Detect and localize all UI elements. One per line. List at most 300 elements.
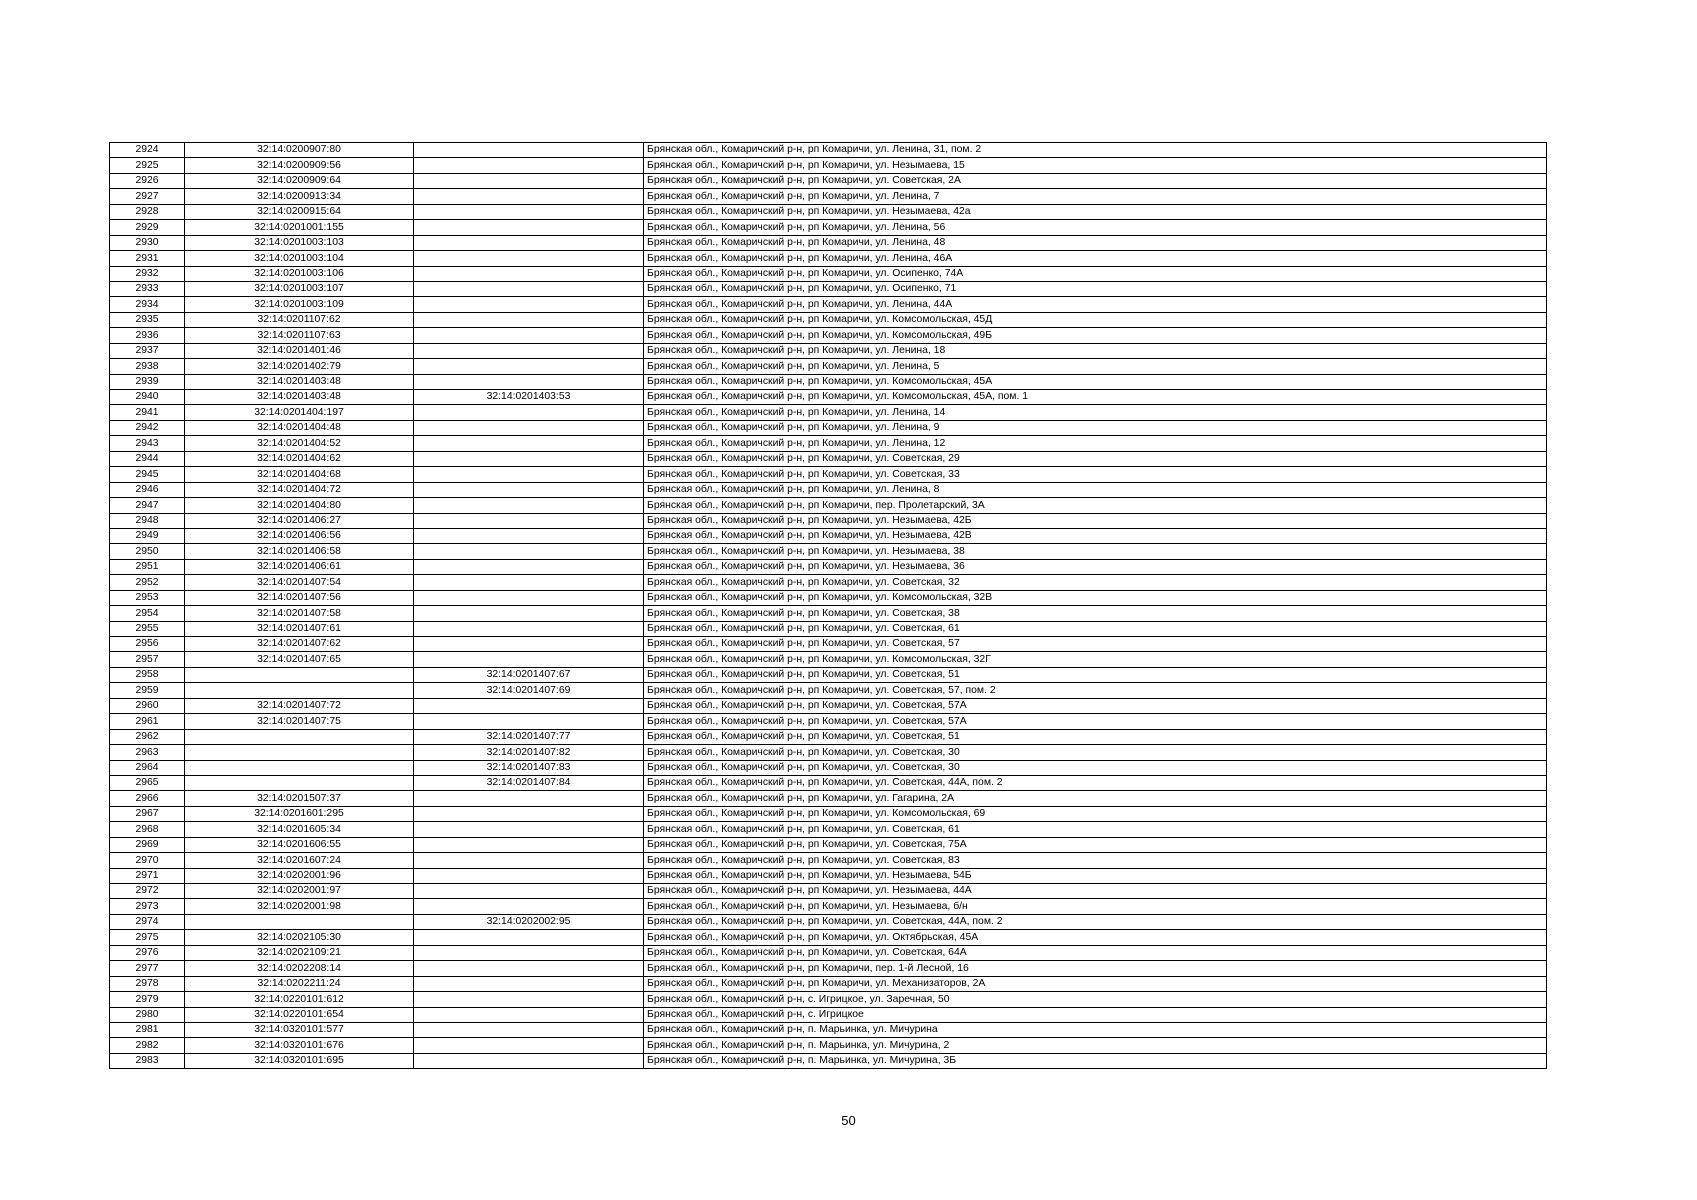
row-number-cell: 2959 <box>110 683 185 698</box>
cadastral-number-cell: 32:14:0201407:61 <box>185 621 414 636</box>
address-cell: Брянская обл., Комаричский р-н, рп Комаричи, ул. Осипенко, 74А <box>644 266 1547 281</box>
row-number-cell: 2955 <box>110 621 185 636</box>
sub-object-number-cell <box>414 436 644 451</box>
cadastral-number-cell: 32:14:0200907:80 <box>185 143 414 158</box>
address-cell: Брянская обл., Комаричский р-н, рп Комаричи, ул. Комсомольская, 45А, пом. 1 <box>644 390 1547 405</box>
sub-object-number-cell <box>414 992 644 1007</box>
row-number-cell: 2942 <box>110 420 185 435</box>
table-row <box>110 281 1547 296</box>
row-number-cell: 2946 <box>110 482 185 497</box>
sub-object-number-cell <box>414 884 644 899</box>
cadastral-number-cell: 32:14:0201407:54 <box>185 575 414 590</box>
table-row <box>110 266 1547 281</box>
sub-object-number-cell <box>414 420 644 435</box>
row-number-cell: 2930 <box>110 235 185 250</box>
address-cell: Брянская обл., Комаричский р-н, рп Комаричи, ул. Советская, 57А <box>644 714 1547 729</box>
sub-object-number-cell <box>414 714 644 729</box>
row-number-cell: 2972 <box>110 884 185 899</box>
address-cell: Брянская обл., Комаричский р-н, рп Комаричи, ул. Незымаева, 42а <box>644 204 1547 219</box>
row-number-cell: 2960 <box>110 698 185 713</box>
sub-object-number-cell <box>414 791 644 806</box>
address-cell: Брянская обл., Комаричский р-н, рп Комаричи, ул. Незымаева, 36 <box>644 559 1547 574</box>
row-number-cell: 2948 <box>110 513 185 528</box>
address-cell: Брянская обл., Комаричский р-н, рп Комаричи, ул. Ленина, 46А <box>644 251 1547 266</box>
cadastral-number-cell: 32:14:0201407:75 <box>185 714 414 729</box>
cadastral-number-cell <box>185 745 414 760</box>
sub-object-number-cell <box>414 451 644 466</box>
table-row <box>110 930 1547 945</box>
table-row <box>110 420 1547 435</box>
address-cell: Брянская обл., Комаричский р-н, рп Комаричи, ул. Советская, 83 <box>644 853 1547 868</box>
sub-object-number-cell <box>414 251 644 266</box>
address-cell: Брянская обл., Комаричский р-н, рп Комаричи, ул. Комсомольская, 32Г <box>644 652 1547 667</box>
address-cell: Брянская обл., Комаричский р-н, рп Комаричи, ул. Ленина, 18 <box>644 343 1547 358</box>
table-row <box>110 544 1547 559</box>
sub-object-number-cell <box>414 899 644 914</box>
table-row <box>110 868 1547 883</box>
address-cell: Брянская обл., Комаричский р-н, рп Комаричи, ул. Комсомольская, 45Д <box>644 312 1547 327</box>
table-row <box>110 220 1547 235</box>
cadastral-number-cell: 32:14:0201407:56 <box>185 590 414 605</box>
table-row <box>110 1007 1547 1022</box>
table-row <box>110 822 1547 837</box>
address-cell: Брянская обл., Комаричский р-н, рп Комаричи, ул. Гагарина, 2А <box>644 791 1547 806</box>
sub-object-number-cell <box>414 1053 644 1068</box>
sub-object-number-cell <box>414 359 644 374</box>
table-row <box>110 374 1547 389</box>
cadastral-number-cell: 32:14:0201404:62 <box>185 451 414 466</box>
table-row <box>110 976 1547 991</box>
address-cell: Брянская обл., Комаричский р-н, рп Комаричи, ул. Ленина, 48 <box>644 235 1547 250</box>
row-number-cell: 2973 <box>110 899 185 914</box>
cadastral-number-cell: 32:14:0201404:48 <box>185 420 414 435</box>
address-cell: Брянская обл., Комаричский р-н, рп Комаричи, пер. 1-й Лесной, 16 <box>644 961 1547 976</box>
cadastral-number-cell: 32:14:0201001:155 <box>185 220 414 235</box>
table-row <box>110 1053 1547 1068</box>
cadastral-number-cell: 32:14:0201404:72 <box>185 482 414 497</box>
cadastral-number-cell: 32:14:0201606:55 <box>185 837 414 852</box>
table-row <box>110 652 1547 667</box>
sub-object-number-cell <box>414 297 644 312</box>
row-number-cell: 2937 <box>110 343 185 358</box>
row-number-cell: 2928 <box>110 204 185 219</box>
address-cell: Брянская обл., Комаричский р-н, рп Комаричи, ул. Советская, 61 <box>644 822 1547 837</box>
address-cell: Брянская обл., Комаричский р-н, рп Комаричи, ул. Незымаева, 42В <box>644 528 1547 543</box>
address-cell: Брянская обл., Комаричский р-н, рп Комаричи, ул. Осипенко, 71 <box>644 281 1547 296</box>
sub-object-number-cell <box>414 498 644 513</box>
row-number-cell: 2979 <box>110 992 185 1007</box>
row-number-cell: 2963 <box>110 745 185 760</box>
row-number-cell: 2980 <box>110 1007 185 1022</box>
table-row <box>110 189 1547 204</box>
table-row <box>110 590 1547 605</box>
table-row <box>110 961 1547 976</box>
cadastral-number-cell: 32:14:0201406:56 <box>185 528 414 543</box>
table-row <box>110 173 1547 188</box>
sub-object-number-cell <box>414 853 644 868</box>
cadastral-number-cell: 32:14:0201404:80 <box>185 498 414 513</box>
row-number-cell: 2944 <box>110 451 185 466</box>
row-number-cell: 2957 <box>110 652 185 667</box>
table-row <box>110 498 1547 513</box>
sub-object-number-cell <box>414 173 644 188</box>
address-cell: Брянская обл., Комаричский р-н, рп Комаричи, ул. Комсомольская, 69 <box>644 806 1547 821</box>
cadastral-number-cell <box>185 683 414 698</box>
address-cell: Брянская обл., Комаричский р-н, рп Комаричи, ул. Ленина, 44А <box>644 297 1547 312</box>
address-cell: Брянская обл., Комаричский р-н, рп Комаричи, ул. Ленина, 12 <box>644 436 1547 451</box>
cadastral-number-cell: 32:14:0201404:68 <box>185 467 414 482</box>
cadastral-number-cell: 32:14:0201003:109 <box>185 297 414 312</box>
address-cell: Брянская обл., Комаричский р-н, рп Комаричи, ул. Советская, 51 <box>644 667 1547 682</box>
sub-object-number-cell <box>414 652 644 667</box>
row-number-cell: 2945 <box>110 467 185 482</box>
cadastral-number-cell: 32:14:0202001:98 <box>185 899 414 914</box>
row-number-cell: 2956 <box>110 637 185 652</box>
sub-object-number-cell: 32:14:0201403:53 <box>414 390 644 405</box>
table-row <box>110 359 1547 374</box>
sub-object-number-cell <box>414 220 644 235</box>
row-number-cell: 2971 <box>110 868 185 883</box>
sub-object-number-cell <box>414 189 644 204</box>
address-cell: Брянская обл., Комаричский р-н, рп Комаричи, ул. Советская, 51 <box>644 729 1547 744</box>
row-number-cell: 2943 <box>110 436 185 451</box>
row-number-cell: 2940 <box>110 390 185 405</box>
address-cell: Брянская обл., Комаричский р-н, рп Комаричи, ул. Ленина, 7 <box>644 189 1547 204</box>
cadastral-number-cell <box>185 914 414 929</box>
table-row <box>110 729 1547 744</box>
row-number-cell: 2939 <box>110 374 185 389</box>
table-row <box>110 714 1547 729</box>
row-number-cell: 2924 <box>110 143 185 158</box>
row-number-cell: 2932 <box>110 266 185 281</box>
row-number-cell: 2981 <box>110 1022 185 1037</box>
address-cell: Брянская обл., Комаричский р-н, рп Комаричи, ул. Советская, 61 <box>644 621 1547 636</box>
sub-object-number-cell: 32:14:0202002:95 <box>414 914 644 929</box>
sub-object-number-cell <box>414 1022 644 1037</box>
address-cell: Брянская обл., Комаричский р-н, рп Комаричи, ул. Октябрьская, 45А <box>644 930 1547 945</box>
cadastral-number-cell: 32:14:0201404:197 <box>185 405 414 420</box>
cadastral-number-cell: 32:14:0201403:48 <box>185 374 414 389</box>
table-row <box>110 482 1547 497</box>
cadastral-number-cell <box>185 760 414 775</box>
table-row <box>110 683 1547 698</box>
sub-object-number-cell: 32:14:0201407:82 <box>414 745 644 760</box>
sub-object-number-cell <box>414 961 644 976</box>
row-number-cell: 2969 <box>110 837 185 852</box>
row-number-cell: 2926 <box>110 173 185 188</box>
address-cell: Брянская обл., Комаричский р-н, п. Марьинка, ул. Мичурина, 3Б <box>644 1053 1547 1068</box>
cadastral-number-cell: 32:14:0201607:24 <box>185 853 414 868</box>
sub-object-number-cell <box>414 328 644 343</box>
row-number-cell: 2929 <box>110 220 185 235</box>
cadastral-number-cell: 32:14:0202001:97 <box>185 884 414 899</box>
row-number-cell: 2982 <box>110 1038 185 1053</box>
row-number-cell: 2950 <box>110 544 185 559</box>
table-row <box>110 251 1547 266</box>
row-number-cell: 2925 <box>110 158 185 173</box>
row-number-cell: 2966 <box>110 791 185 806</box>
sub-object-number-cell <box>414 143 644 158</box>
address-cell: Брянская обл., Комаричский р-н, рп Комаричи, ул. Советская, 29 <box>644 451 1547 466</box>
sub-object-number-cell <box>414 482 644 497</box>
address-cell: Брянская обл., Комаричский р-н, с. Игрицкое, ул. Заречная, 50 <box>644 992 1547 1007</box>
row-number-cell: 2962 <box>110 729 185 744</box>
address-cell: Брянская обл., Комаричский р-н, п. Марьинка, ул. Мичурина <box>644 1022 1547 1037</box>
sub-object-number-cell <box>414 1007 644 1022</box>
table-row <box>110 575 1547 590</box>
row-number-cell: 2958 <box>110 667 185 682</box>
cadastral-number-cell: 32:14:0201407:62 <box>185 637 414 652</box>
cadastral-number-cell: 32:14:0202105:30 <box>185 930 414 945</box>
table-row <box>110 405 1547 420</box>
sub-object-number-cell <box>414 837 644 852</box>
table-row <box>110 899 1547 914</box>
address-cell: Брянская обл., Комаричский р-н, рп Комаричи, ул. Ленина, 31, пом. 2 <box>644 143 1547 158</box>
table-row <box>110 698 1547 713</box>
cadastral-number-cell: 32:14:0201003:106 <box>185 266 414 281</box>
address-cell: Брянская обл., Комаричский р-н, рп Комаричи, ул. Советская, 30 <box>644 760 1547 775</box>
table-row <box>110 637 1547 652</box>
row-number-cell: 2936 <box>110 328 185 343</box>
sub-object-number-cell <box>414 266 644 281</box>
sub-object-number-cell: 32:14:0201407:67 <box>414 667 644 682</box>
cadastral-number-cell: 32:14:0201404:52 <box>185 436 414 451</box>
sub-object-number-cell: 32:14:0201407:69 <box>414 683 644 698</box>
table-row <box>110 297 1547 312</box>
sub-object-number-cell <box>414 158 644 173</box>
sub-object-number-cell <box>414 544 644 559</box>
sub-object-number-cell <box>414 868 644 883</box>
table-row <box>110 606 1547 621</box>
address-cell: Брянская обл., Комаричский р-н, рп Комаричи, ул. Советская, 30 <box>644 745 1547 760</box>
sub-object-number-cell <box>414 976 644 991</box>
cadastral-number-cell: 32:14:0201507:37 <box>185 791 414 806</box>
cadastral-number-cell: 32:14:0201407:58 <box>185 606 414 621</box>
sub-object-number-cell <box>414 312 644 327</box>
sub-object-number-cell: 32:14:0201407:77 <box>414 729 644 744</box>
row-number-cell: 2965 <box>110 775 185 790</box>
address-cell: Брянская обл., Комаричский р-н, рп Комаричи, ул. Советская, 32 <box>644 575 1547 590</box>
sub-object-number-cell: 32:14:0201407:83 <box>414 760 644 775</box>
row-number-cell: 2967 <box>110 806 185 821</box>
sub-object-number-cell <box>414 343 644 358</box>
register-body <box>110 143 1547 1069</box>
cadastral-number-cell: 32:14:0201605:34 <box>185 822 414 837</box>
table-row <box>110 853 1547 868</box>
cadastral-number-cell: 32:14:0220101:612 <box>185 992 414 1007</box>
address-cell: Брянская обл., Комаричский р-н, рп Комаричи, ул. Комсомольская, 45А <box>644 374 1547 389</box>
sub-object-number-cell <box>414 590 644 605</box>
cadastral-number-cell: 32:14:0202109:21 <box>185 945 414 960</box>
cadastral-number-cell: 32:14:0201107:62 <box>185 312 414 327</box>
cadastral-number-cell: 32:14:0201003:103 <box>185 235 414 250</box>
sub-object-number-cell <box>414 204 644 219</box>
sub-object-number-cell <box>414 467 644 482</box>
row-number-cell: 2949 <box>110 528 185 543</box>
cadastral-number-cell: 32:14:0320101:695 <box>185 1053 414 1068</box>
table-row <box>110 204 1547 219</box>
address-cell: Брянская обл., Комаричский р-н, рп Комаричи, ул. Ленина, 56 <box>644 220 1547 235</box>
address-cell: Брянская обл., Комаричский р-н, рп Комаричи, ул. Незымаева, 38 <box>644 544 1547 559</box>
row-number-cell: 2976 <box>110 945 185 960</box>
cadastral-number-cell: 32:14:0201406:61 <box>185 559 414 574</box>
address-cell: Брянская обл., Комаричский р-н, рп Комаричи, ул. Ленина, 14 <box>644 405 1547 420</box>
cadastral-number-cell: 32:14:0220101:654 <box>185 1007 414 1022</box>
cadastral-number-cell: 32:14:0200909:64 <box>185 173 414 188</box>
row-number-cell: 2931 <box>110 251 185 266</box>
row-number-cell: 2964 <box>110 760 185 775</box>
row-number-cell: 2974 <box>110 914 185 929</box>
row-number-cell: 2961 <box>110 714 185 729</box>
table-row <box>110 745 1547 760</box>
row-number-cell: 2935 <box>110 312 185 327</box>
table-row <box>110 235 1547 250</box>
address-cell: Брянская обл., Комаричский р-н, рп Комаричи, ул. Советская, 57 <box>644 637 1547 652</box>
sub-object-number-cell <box>414 930 644 945</box>
address-cell: Брянская обл., Комаричский р-н, рп Комаричи, ул. Ленина, 5 <box>644 359 1547 374</box>
table-row <box>110 143 1547 158</box>
table-row <box>110 528 1547 543</box>
address-cell: Брянская обл., Комаричский р-н, рп Комаричи, ул. Ленина, 9 <box>644 420 1547 435</box>
table-row <box>110 775 1547 790</box>
cadastral-number-cell: 32:14:0201406:27 <box>185 513 414 528</box>
table-row <box>110 760 1547 775</box>
cadastral-number-cell: 32:14:0201003:107 <box>185 281 414 296</box>
cadastral-number-cell: 32:14:0201601:295 <box>185 806 414 821</box>
address-cell: Брянская обл., Комаричский р-н, рп Комаричи, ул. Незымаева, 15 <box>644 158 1547 173</box>
table-row <box>110 436 1547 451</box>
table-row <box>110 992 1547 1007</box>
address-cell: Брянская обл., Комаричский р-н, рп Комаричи, ул. Советская, 44А, пом. 2 <box>644 914 1547 929</box>
sub-object-number-cell <box>414 513 644 528</box>
cadastral-number-cell: 32:14:0200913:34 <box>185 189 414 204</box>
sub-object-number-cell <box>414 606 644 621</box>
address-cell: Брянская обл., Комаричский р-н, п. Марьинка, ул. Мичурина, 2 <box>644 1038 1547 1053</box>
sub-object-number-cell <box>414 374 644 389</box>
row-number-cell: 2952 <box>110 575 185 590</box>
row-number-cell: 2968 <box>110 822 185 837</box>
row-number-cell: 2938 <box>110 359 185 374</box>
table-row <box>110 837 1547 852</box>
table-row <box>110 621 1547 636</box>
sub-object-number-cell <box>414 1038 644 1053</box>
property-register-table <box>109 142 1547 1069</box>
address-cell: Брянская обл., Комаричский р-н, рп Комаричи, ул. Советская, 2А <box>644 173 1547 188</box>
address-cell: Брянская обл., Комаричский р-н, рп Комаричи, ул. Советская, 64А <box>644 945 1547 960</box>
address-cell: Брянская обл., Комаричский р-н, рп Комаричи, ул. Советская, 75А <box>644 837 1547 852</box>
table-row <box>110 884 1547 899</box>
table-row <box>110 1022 1547 1037</box>
cadastral-number-cell: 32:14:0201403:48 <box>185 390 414 405</box>
sub-object-number-cell <box>414 621 644 636</box>
address-cell: Брянская обл., Комаричский р-н, рп Комаричи, ул. Комсомольская, 49Б <box>644 328 1547 343</box>
table-row <box>110 667 1547 682</box>
address-cell: Брянская обл., Комаричский р-н, рп Комаричи, ул. Советская, 33 <box>644 467 1547 482</box>
row-number-cell: 2951 <box>110 559 185 574</box>
row-number-cell: 2975 <box>110 930 185 945</box>
address-cell: Брянская обл., Комаричский р-н, рп Комаричи, ул. Ленина, 8 <box>644 482 1547 497</box>
table-row <box>110 945 1547 960</box>
cadastral-number-cell: 32:14:0202208:14 <box>185 961 414 976</box>
cadastral-number-cell: 32:14:0201407:72 <box>185 698 414 713</box>
page-number: 50 <box>841 1113 856 1128</box>
row-number-cell: 2978 <box>110 976 185 991</box>
table-row <box>110 467 1547 482</box>
cadastral-number-cell: 32:14:0201406:58 <box>185 544 414 559</box>
cadastral-number-cell: 32:14:0320101:577 <box>185 1022 414 1037</box>
address-cell: Брянская обл., Комаричский р-н, рп Комаричи, ул. Советская, 44А, пом. 2 <box>644 775 1547 790</box>
sub-object-number-cell <box>414 405 644 420</box>
sub-object-number-cell <box>414 235 644 250</box>
row-number-cell: 2927 <box>110 189 185 204</box>
cadastral-number-cell: 32:14:0202001:96 <box>185 868 414 883</box>
sub-object-number-cell <box>414 698 644 713</box>
table-row <box>110 791 1547 806</box>
row-number-cell: 2947 <box>110 498 185 513</box>
row-number-cell: 2977 <box>110 961 185 976</box>
address-cell: Брянская обл., Комаричский р-н, рп Комаричи, ул. Незымаева, 42Б <box>644 513 1547 528</box>
sub-object-number-cell: 32:14:0201407:84 <box>414 775 644 790</box>
table-row <box>110 312 1547 327</box>
address-cell: Брянская обл., Комаричский р-н, рп Комаричи, ул. Советская, 38 <box>644 606 1547 621</box>
table-row <box>110 390 1547 405</box>
cadastral-number-cell: 32:14:0201402:79 <box>185 359 414 374</box>
cadastral-number-cell <box>185 775 414 790</box>
address-cell: Брянская обл., Комаричский р-н, рп Комаричи, ул. Незымаева, 54Б <box>644 868 1547 883</box>
table-row <box>110 513 1547 528</box>
table-row <box>110 914 1547 929</box>
sub-object-number-cell <box>414 945 644 960</box>
row-number-cell: 2933 <box>110 281 185 296</box>
cadastral-number-cell: 32:14:0202211:24 <box>185 976 414 991</box>
address-cell: Брянская обл., Комаричский р-н, рп Комаричи, ул. Механизаторов, 2А <box>644 976 1547 991</box>
sub-object-number-cell <box>414 637 644 652</box>
cadastral-number-cell: 32:14:0320101:676 <box>185 1038 414 1053</box>
sub-object-number-cell <box>414 528 644 543</box>
row-number-cell: 2934 <box>110 297 185 312</box>
row-number-cell: 2954 <box>110 606 185 621</box>
address-cell: Брянская обл., Комаричский р-н, рп Комаричи, ул. Незымаева, б/н <box>644 899 1547 914</box>
row-number-cell: 2953 <box>110 590 185 605</box>
sub-object-number-cell <box>414 559 644 574</box>
address-cell: Брянская обл., Комаричский р-н, рп Комаричи, ул. Советская, 57, пом. 2 <box>644 683 1547 698</box>
table-row <box>110 343 1547 358</box>
cadastral-number-cell: 32:14:0200909:56 <box>185 158 414 173</box>
table-row <box>110 328 1547 343</box>
cadastral-number-cell: 32:14:0201401:46 <box>185 343 414 358</box>
address-cell: Брянская обл., Комаричский р-н, рп Комаричи, пер. Пролетарский, 3А <box>644 498 1547 513</box>
cadastral-number-cell: 32:14:0201407:65 <box>185 652 414 667</box>
cadastral-number-cell: 32:14:0201107:63 <box>185 328 414 343</box>
sub-object-number-cell <box>414 575 644 590</box>
address-cell: Брянская обл., Комаричский р-н, рп Комаричи, ул. Комсомольская, 32В <box>644 590 1547 605</box>
address-cell: Брянская обл., Комаричский р-н, рп Комаричи, ул. Советская, 57А <box>644 698 1547 713</box>
table-row <box>110 1038 1547 1053</box>
table-row <box>110 451 1547 466</box>
cadastral-number-cell: 32:14:0201003:104 <box>185 251 414 266</box>
table-row <box>110 158 1547 173</box>
cadastral-number-cell <box>185 729 414 744</box>
cadastral-number-cell: 32:14:0200915:64 <box>185 204 414 219</box>
table-row <box>110 559 1547 574</box>
table-row <box>110 806 1547 821</box>
row-number-cell: 2983 <box>110 1053 185 1068</box>
address-cell: Брянская обл., Комаричский р-н, рп Комаричи, ул. Незымаева, 44А <box>644 884 1547 899</box>
sub-object-number-cell <box>414 822 644 837</box>
sub-object-number-cell <box>414 806 644 821</box>
cadastral-number-cell <box>185 667 414 682</box>
address-cell: Брянская обл., Комаричский р-н, с. Игрицкое <box>644 1007 1547 1022</box>
